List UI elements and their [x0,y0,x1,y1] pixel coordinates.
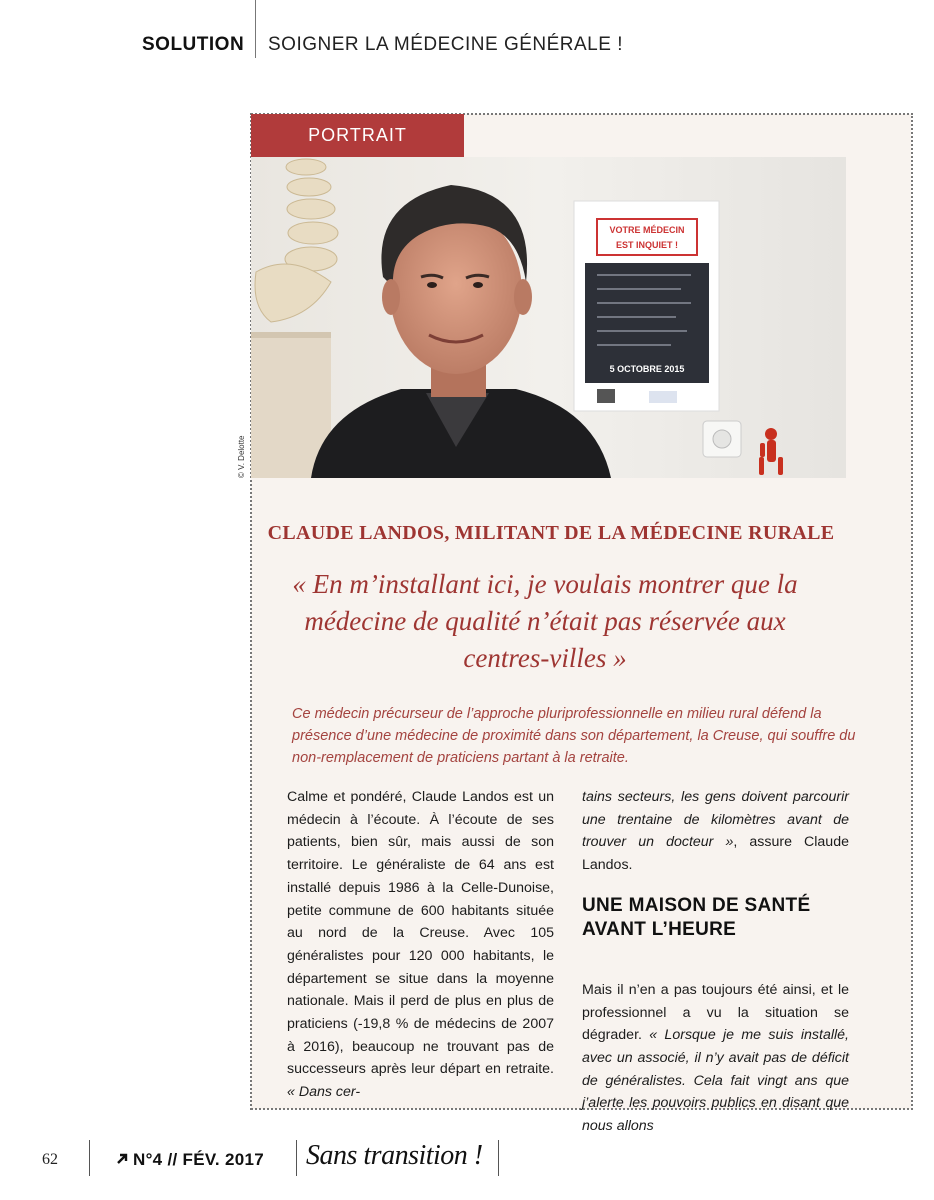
page-number: 62 [42,1151,58,1168]
portrait-tag: PORTRAIT [251,114,464,157]
quote-continuation: tains secteurs, les gens doivent parcourir une trentaine de kilomètres avant de trouver un docteur » [582,789,849,851]
footer-divider [89,1140,90,1176]
issue-text: N°4 // FÉV. 2017 [133,1150,264,1169]
body-paragraph-2 [582,979,849,1138]
box-border-right [911,113,913,1110]
body-column-1 [287,786,554,1104]
arrow-up-right-icon [115,1152,129,1166]
header-divider [255,0,256,58]
body-column-2 [582,786,849,1138]
body-text: Calme et pondéré, Claude Landos est un médecin à l’écoute. À l’écoute de ses patients, bien sûr, mais aussi de son territoire. Le généraliste de 64 ans est installé depuis 1986 à la Celle-Dunoise, petite commune de 600 habitants située au nord de la Creuse. Avec 105 généralistes pour 120 000 habitants, le département se situe dans la moyenne nationale. Mais il perd de plus en plus de praticiens (-19,8 % de médecins de 2007 à 2016), beaucoup ne trouvant pas de successeurs après leur départ en retraite. [287,789,554,1078]
article-intro: Ce médecin précurseur de l’approche pluriprofessionnelle en milieu rural défend la présence d’une médecine de proximité dans son département, la Creuse, qui souffre du non-remplacement de praticiens partant à la retraite. [292,706,856,766]
poster-title-1: VOTRE MÉDECIN [609,225,685,235]
magazine-brand: Sans transition ! [306,1140,483,1171]
body-paragraph-1 [287,786,554,1104]
body-text-2: Mais il n’en a pas toujours été ainsi, et le professionnel a vu la situation se dégrader. [582,981,849,1044]
page-header-title: SOIGNER LA MÉDECINE GÉNÉRALE ! [268,34,623,55]
quote-attribution: , assure Claude Landos. [582,834,849,874]
issue-label [115,1150,264,1170]
body-paragraph-continued [582,786,849,877]
photo-credit: © V. Delotte [237,435,246,478]
footer-divider [296,1140,297,1176]
wall-poster [574,201,719,411]
poster-title-2: EST INQUIET ! [615,240,679,250]
quote-text-2: « Lorsque je me suis installé, avec un associé, il n’y avait pas de déficit de généralistes. Cela fait vingt ans que j’alerte les pouvoirs publics en disant que nous allons [582,1027,849,1135]
portrait-photo [251,157,846,478]
article-headline: CLAUDE LANDOS, MILITANT DE LA MÉDECINE RURALE [267,522,835,544]
quote-fragment: « Dans cer- [287,1084,361,1101]
footer-divider [498,1140,499,1176]
section-label: SOLUTION [142,34,245,55]
pull-quote: « En m’installant ici, je voulais montrer que la médecine de qualité n’était pas réservée aux centres-villes » [292,569,798,673]
poster-date: 5 OCTOBRE 2015 [609,364,685,374]
section-subhead: UNE MAISON DE SANTÉ AVANT L’HEURE [582,894,811,940]
